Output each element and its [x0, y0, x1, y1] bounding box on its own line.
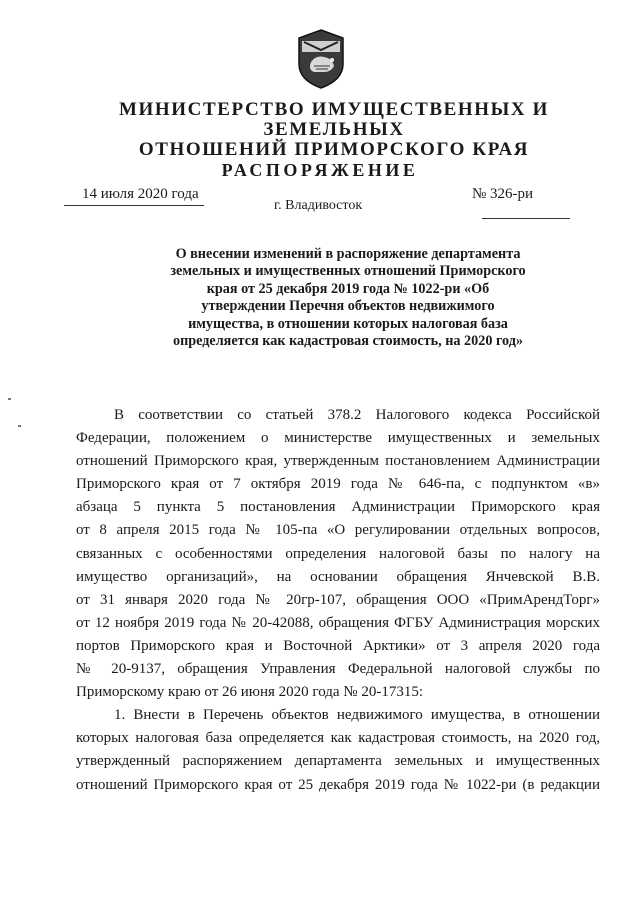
body-line: отношений Приморского края от 25 декабря 2019 года № 1022-ри (в редакции — [76, 776, 600, 793]
document-body — [76, 404, 600, 797]
body-line: портов Приморского края и Восточной Арктики» от 3 апреля 2020 года — [76, 637, 600, 654]
subject-line: утверждении Перечня объектов недвижимого — [201, 298, 495, 315]
body-line: связанных с особенностями определения налоговой базы по налогу на — [76, 545, 600, 562]
scan-speck — [18, 425, 21, 427]
body-line: отношений Приморского края, утвержденным постановлением Администрации — [76, 453, 600, 470]
body-line: 1. Внести в Перечень объектов недвижимого имущества, в отношении — [114, 707, 600, 724]
body-line: № 20-9137, обращения Управления Федеральной налоговой службы по — [76, 661, 600, 678]
document-city: г. Владивосток — [274, 198, 363, 213]
document-type: РАСПОРЯЖЕНИЕ — [221, 160, 419, 180]
subject-line: О внесении изменений в распоряжение департамента — [175, 246, 521, 262]
ministry-line-1: МИНИСТЕРСТВО ИМУЩЕСТВЕННЫХ И ЗЕМЕЛЬНЫХ — [119, 99, 549, 140]
document-subject — [150, 246, 546, 350]
body-line: В соответствии со статьей 378.2 Налогового кодекса Российской — [114, 407, 600, 423]
document-date: 14 июля 2020 года — [82, 186, 199, 202]
body-line: утвержденный распоряжением департамента земельных и имущественных — [76, 753, 600, 770]
body-line: от 12 ноября 2019 года № 20-42088, обращения ФГБУ Администрация морских — [76, 614, 600, 631]
ministry-name — [60, 100, 608, 160]
body-line: абзаца 5 пункта 5 постановления Администрации Приморского края — [76, 499, 600, 516]
body-line: от 8 апреля 2015 года № 105-па «О регулировании отдельных вопросов, — [76, 522, 600, 539]
ministry-line-2: ОТНОШЕНИЙ ПРИМОРСКОГО КРАЯ — [138, 139, 530, 160]
number-underline — [482, 218, 570, 219]
body-line: имущество организаций», на основании обращения Янчевской В.В. — [76, 568, 600, 585]
body-line: которых налоговая база определяется как кадастровая стоимость, на 2020 год, — [76, 730, 600, 747]
date-underline — [64, 205, 204, 206]
body-line: Приморского края от 7 октября 2019 года № 646-па, с подпунктом «в» — [76, 476, 600, 493]
body-line: от 31 января 2020 года № 20гр-107, обращения ООО «ПримАрендТорг» — [76, 591, 600, 608]
subject-line: края от 25 декабря 2019 года № 1022-ри «Об — [206, 280, 490, 297]
body-line: Федерации, положением о министерстве имущественных и земельных — [76, 430, 600, 447]
scan-speck — [8, 398, 11, 400]
document-number: № 326-ри — [472, 186, 534, 202]
subject-line: имущества, в отношении которых налоговая база — [188, 315, 508, 332]
body-line: Приморскому краю от 26 июня 2020 года № 20-17315: — [76, 684, 424, 701]
coat-of-arms-icon — [296, 28, 346, 90]
subject-line: определяется как кадастровая стоимость, на 2020 год» — [172, 333, 524, 350]
subject-line: земельных и имущественных отношений Приморского — [170, 263, 526, 280]
